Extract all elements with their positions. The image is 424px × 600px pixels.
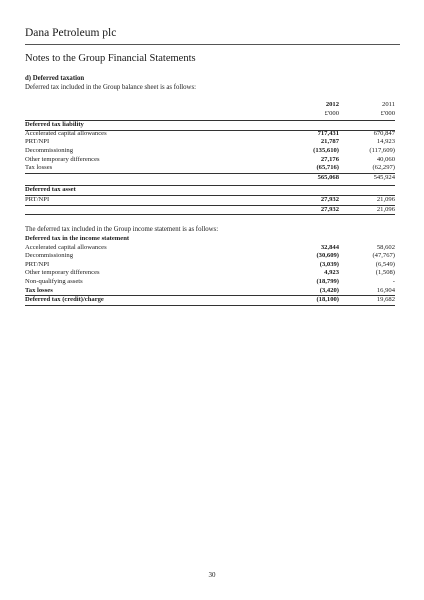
balance-sheet-table <box>25 101 395 215</box>
asset-heading-row <box>25 185 395 195</box>
row-label: PRT/NPI <box>25 195 50 203</box>
row-label: Other temporary differences <box>25 155 100 163</box>
company-name: Dana Petroleum plc <box>25 27 117 39</box>
table-row <box>25 278 395 287</box>
year-2012-header: 2012 <box>325 101 339 108</box>
liability-total-2011: 545,924 <box>373 173 395 181</box>
table-row <box>25 138 395 147</box>
value-2012: (30,609) <box>316 252 339 260</box>
income-intro: The deferred tax included in the Group income statement is as follows: <box>25 226 219 233</box>
liability-total-2012: 565,068 <box>317 173 339 181</box>
table-row <box>25 244 395 253</box>
value-2012: (65,716) <box>316 164 339 172</box>
table-row <box>25 147 395 156</box>
value-2011: 58,602 <box>376 243 395 251</box>
income-total-label: Deferred tax (credit)/charge <box>25 296 104 304</box>
value-2012: 27,932 <box>320 195 339 203</box>
table-row <box>25 164 395 173</box>
liability-heading-row <box>25 121 395 130</box>
asset-heading: Deferred tax asset <box>25 186 76 194</box>
header-rule <box>25 44 400 45</box>
value-2012: (3,420) <box>319 286 339 294</box>
value-2011: (1,508) <box>375 269 395 277</box>
value-2011: 21,096 <box>376 195 395 203</box>
row-label: PRT/NPI <box>25 138 50 146</box>
liability-heading: Deferred tax liability <box>25 121 84 129</box>
year-2011-header: 2011 <box>382 101 395 108</box>
column-header-units <box>25 110 395 119</box>
value-2012: 4,923 <box>324 269 339 277</box>
income-total-row <box>25 295 395 306</box>
value-2011: - <box>392 277 395 285</box>
value-2012: 27,176 <box>320 155 339 163</box>
value-2011: (117,609) <box>369 146 395 154</box>
value-2012: (3,039) <box>319 260 339 268</box>
value-2011: (6,549) <box>375 260 395 268</box>
asset-total-2011: 21,096 <box>376 205 395 213</box>
row-label: Tax losses <box>25 164 53 172</box>
section-intro: Deferred tax included in the Group balance sheet is as follows: <box>25 84 196 91</box>
row-label: Other temporary differences <box>25 269 100 277</box>
table-row <box>25 269 395 278</box>
value-2011: 16,904 <box>376 286 395 294</box>
value-2012: 32,844 <box>320 243 339 251</box>
page-number: 30 <box>208 571 216 579</box>
section-title: d) Deferred taxation <box>25 75 85 82</box>
value-2012: 21,787 <box>320 138 339 146</box>
value-2012: 717,431 <box>317 129 339 137</box>
value-2012: (18,799) <box>316 277 339 285</box>
liability-total-row <box>25 173 395 183</box>
value-2011: (47,767) <box>372 252 395 260</box>
column-header-years <box>25 101 395 110</box>
row-label: Decommissioning <box>25 146 73 154</box>
table-row <box>25 195 395 205</box>
value-2011: 40,060 <box>376 155 395 163</box>
row-label: PRT/NPI <box>25 260 50 268</box>
row-label: Non-qualifying assets <box>25 277 83 285</box>
asset-total-2012: 27,932 <box>320 205 339 213</box>
table-row <box>25 287 395 296</box>
income-total-2012: (18,100) <box>316 296 339 304</box>
page-subtitle: Notes to the Group Financial Statements <box>25 53 196 64</box>
income-total-2011: 19,682 <box>376 296 395 304</box>
row-label: Accelerated capital allowances <box>25 129 107 137</box>
unit-2012-header: £'000 <box>324 109 339 117</box>
row-label: Accelerated capital allowances <box>25 243 107 251</box>
income-statement-table <box>25 235 395 306</box>
value-2011: (62,297) <box>372 164 395 172</box>
income-heading-row <box>25 235 395 244</box>
table-row <box>25 130 395 139</box>
value-2012: (135,610) <box>313 146 339 154</box>
table-row <box>25 261 395 270</box>
table-row <box>25 156 395 165</box>
income-heading: Deferred tax in the income statement <box>25 235 130 242</box>
unit-2011-header: £'000 <box>380 109 395 117</box>
value-2011: 14,923 <box>376 138 395 146</box>
table-row <box>25 252 395 261</box>
asset-total-row <box>25 205 395 216</box>
row-label: Tax losses <box>25 286 53 294</box>
value-2011: 670,847 <box>373 129 395 137</box>
row-label: Decommissioning <box>25 252 73 260</box>
